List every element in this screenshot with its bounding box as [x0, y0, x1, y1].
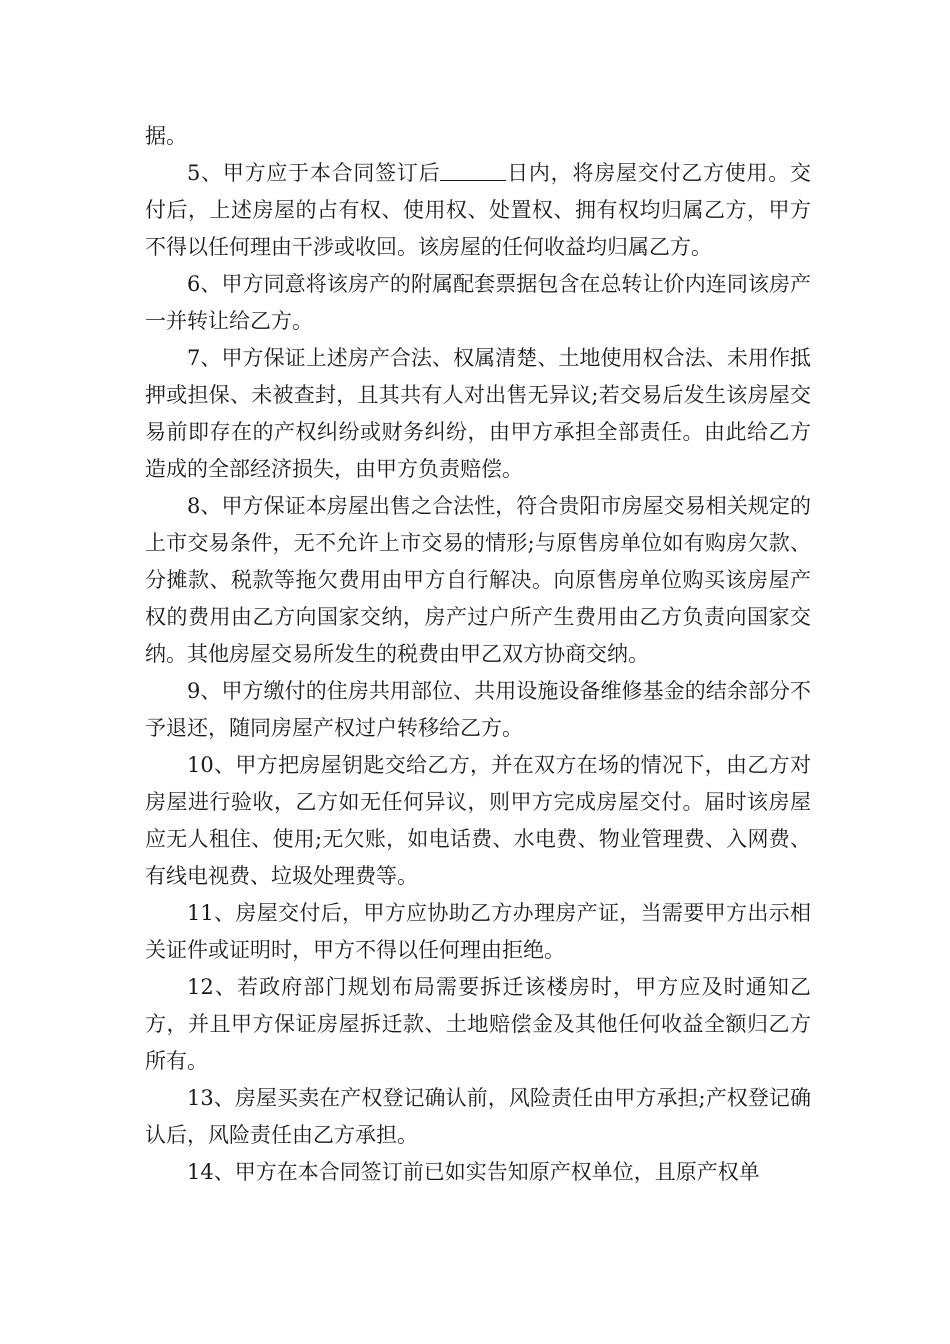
clause-13: 13、房屋买卖在产权登记确认前，风险责任由甲方承担;产权登记确认后，风险责任由乙方承担。: [145, 1086, 811, 1147]
clause-5: [145, 155, 811, 266]
document-page: [145, 118, 811, 1191]
clause-8: 8、甲方保证本房屋出售之合法性，符合贵阳市房屋交易相关规定的上市交易条件，无不允许上市交易的情形;与原售房单位如有购房欠款、分摊款、税款等拖欠费用由甲方自行解决。向原售房单位购买该房屋产权的费用由乙方向国家交纳，房产过户所产生费用由乙方负责向国家交纳。其他房屋交易所发生的税费由甲乙双方协商交纳。: [145, 494, 811, 666]
clause-7: 7、甲方保证上述房产合法、权属清楚、土地使用权合法、未用作抵押或担保、未被查封，且其共有人对出售无异议;若交易后发生该房屋交易前即存在的产权纠纷或财务纠纷，由甲方承担全部责任。由此给乙方造成的全部经济损失，由甲方负责赔偿。: [145, 346, 811, 481]
days-blank-field: [440, 160, 506, 181]
clause-6: 6、甲方同意将该房产的附属配套票据包含在总转让价内连同该房产一并转让给乙方。: [145, 272, 811, 333]
clause-14: 14、甲方在本合同签订前已如实告知原产权单位，且原产权单: [187, 1160, 760, 1184]
clause-11: 11、房屋交付后，甲方应协助乙方办理房产证，当需要甲方出示相关证件或证明时，甲方不得以任何理由拒绝。: [145, 901, 811, 962]
paragraph-continuation: 据。: [145, 124, 187, 148]
clause-10: 10、甲方把房屋钥匙交给乙方，并在双方在场的情况下，由乙方对房屋进行验收，乙方如无任何异议，则甲方完成房屋交付。届时该房屋应无人租住、使用;无欠账，如电话费、水电费、物业管理费、入网费、有线电视费、垃圾处理费等。: [145, 753, 811, 888]
clause-9: 9、甲方缴付的住房共用部位、共用设施设备维修基金的结余部分不予退还，随同房屋产权过户转移给乙方。: [145, 679, 811, 740]
clause-5-text-before: 5、甲方应于本合同签订后: [187, 161, 441, 185]
clause-5-text-after: 日内，将房屋交付乙方使用。交付后，上述房屋的占有权、使用权、处置权、拥有权均归属乙方，甲方不得以任何理由干涉或收回。该房屋的任何收益均归属乙方。: [145, 161, 811, 259]
clause-12: 12、若政府部门规划布局需要拆迁该楼房时，甲方应及时通知乙方，并且甲方保证房屋拆迁款、土地赔偿金及其他任何收益全额归乙方所有。: [145, 975, 811, 1073]
